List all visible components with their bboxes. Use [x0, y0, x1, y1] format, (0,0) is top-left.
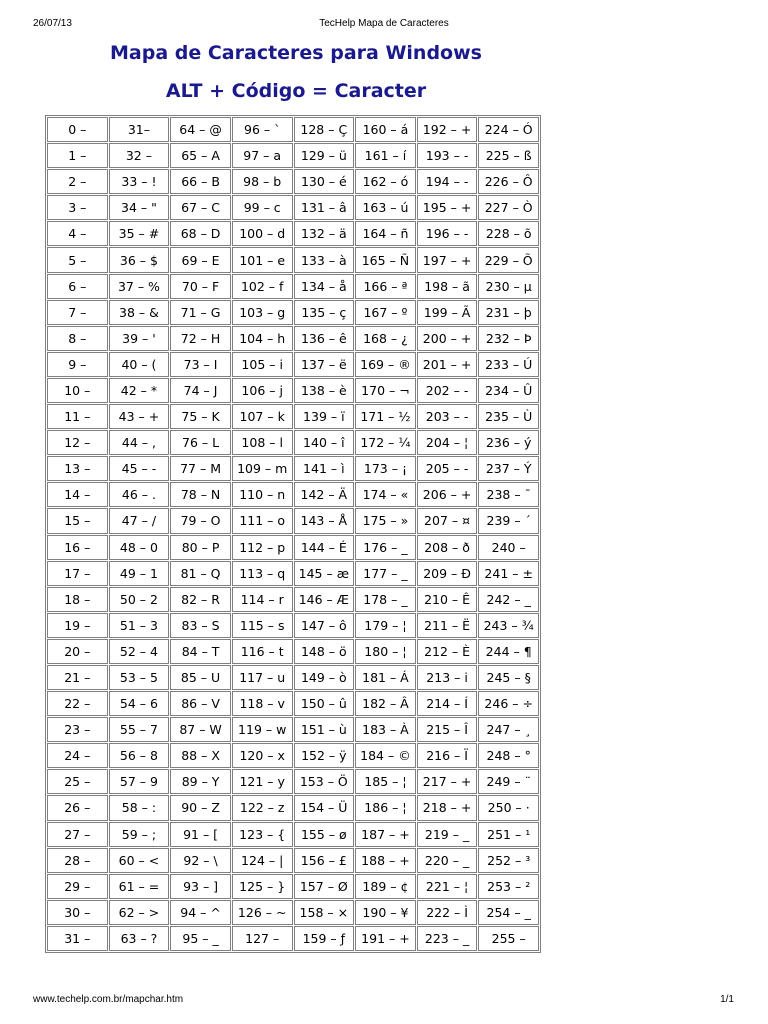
char-cell: 229 – Õ	[478, 247, 539, 272]
char-cell: 6 –	[47, 274, 108, 299]
char-cell: 153 – Ö	[294, 769, 355, 794]
char-cell: 232 – Þ	[478, 326, 539, 351]
char-cell: 112 – p	[232, 535, 293, 560]
char-cell: 65 – A	[170, 143, 231, 168]
char-cell: 250 – ·	[478, 795, 539, 820]
char-cell: 193 – -	[417, 143, 478, 168]
char-cell: 115 – s	[232, 613, 293, 638]
char-cell: 20 –	[47, 639, 108, 664]
char-cell: 26 –	[47, 795, 108, 820]
char-cell: 255 –	[478, 926, 539, 951]
char-cell: 37 – %	[109, 274, 170, 299]
char-cell: 243 – ¾	[478, 613, 539, 638]
char-cell: 62 – >	[109, 900, 170, 925]
char-cell: 245 – §	[478, 665, 539, 690]
char-cell: 140 – î	[294, 430, 355, 455]
char-cell: 79 – O	[170, 508, 231, 533]
char-cell: 106 – j	[232, 378, 293, 403]
table-row	[47, 900, 539, 925]
char-cell: 42 – *	[109, 378, 170, 403]
char-cell: 247 – ¸	[478, 717, 539, 742]
table-row	[47, 717, 539, 742]
char-cell: 76 – L	[170, 430, 231, 455]
char-cell: 235 – Ù	[478, 404, 539, 429]
char-cell: 67 – C	[170, 195, 231, 220]
char-cell: 172 – ¼	[355, 430, 416, 455]
char-cell: 181 – Á	[355, 665, 416, 690]
char-cell: 228 – õ	[478, 221, 539, 246]
char-cell: 184 – ©	[355, 743, 416, 768]
char-cell: 98 – b	[232, 169, 293, 194]
char-cell: 50 – 2	[109, 587, 170, 612]
char-cell: 234 – Û	[478, 378, 539, 403]
char-cell: 249 – ¨	[478, 769, 539, 794]
char-cell: 190 – ¥	[355, 900, 416, 925]
char-cell: 89 – Y	[170, 769, 231, 794]
print-footer-url: www.techelp.com.br/mapchar.htm	[33, 994, 184, 1005]
char-cell: 38 – &	[109, 300, 170, 325]
table-row	[47, 665, 539, 690]
char-cell: 246 – ÷	[478, 691, 539, 716]
table-row	[47, 247, 539, 272]
char-cell: 214 – Í	[417, 691, 478, 716]
char-cell: 93 – ]	[170, 874, 231, 899]
table-row	[47, 926, 539, 951]
char-cell: 128 – Ç	[294, 117, 355, 142]
char-cell: 177 – _	[355, 561, 416, 586]
char-cell: 136 – ê	[294, 326, 355, 351]
char-cell: 92 – \	[170, 848, 231, 873]
table-row	[47, 874, 539, 899]
table-row	[47, 404, 539, 429]
table-row	[47, 430, 539, 455]
char-cell: 196 – -	[417, 221, 478, 246]
char-cell: 51 – 3	[109, 613, 170, 638]
char-cell: 86 – V	[170, 691, 231, 716]
char-cell: 189 – ¢	[355, 874, 416, 899]
table-row	[47, 769, 539, 794]
char-cell: 10 –	[47, 378, 108, 403]
char-cell: 33 – !	[109, 169, 170, 194]
table-row	[47, 169, 539, 194]
char-cell: 55 – 7	[109, 717, 170, 742]
char-cell: 176 – _	[355, 535, 416, 560]
char-cell: 152 – ÿ	[294, 743, 355, 768]
char-cell: 126 – ~	[232, 900, 293, 925]
char-cell: 72 – H	[170, 326, 231, 351]
char-cell: 5 –	[47, 247, 108, 272]
char-cell: 212 – È	[417, 639, 478, 664]
char-cell: 240 –	[478, 535, 539, 560]
char-cell: 73 – I	[170, 352, 231, 377]
char-cell: 111 – o	[232, 508, 293, 533]
char-cell: 105 – i	[232, 352, 293, 377]
char-cell: 205 – -	[417, 456, 478, 481]
char-cell: 83 – S	[170, 613, 231, 638]
char-cell: 124 – |	[232, 848, 293, 873]
char-cell: 253 – ²	[478, 874, 539, 899]
char-cell: 143 – Å	[294, 508, 355, 533]
char-cell: 60 – <	[109, 848, 170, 873]
char-cell: 211 – Ë	[417, 613, 478, 638]
char-cell: 220 – _	[417, 848, 478, 873]
char-cell: 34 – "	[109, 195, 170, 220]
char-cell: 150 – û	[294, 691, 355, 716]
char-cell: 64 – @	[170, 117, 231, 142]
table-row	[47, 482, 539, 507]
table-row	[47, 143, 539, 168]
char-cell: 162 – ó	[355, 169, 416, 194]
char-cell: 53 – 5	[109, 665, 170, 690]
char-cell: 116 – t	[232, 639, 293, 664]
char-cell: 171 – ½	[355, 404, 416, 429]
char-cell: 178 – _	[355, 587, 416, 612]
char-cell: 114 – r	[232, 587, 293, 612]
char-cell: 48 – 0	[109, 535, 170, 560]
char-cell: 169 – ®	[355, 352, 416, 377]
table-row	[47, 561, 539, 586]
char-cell: 209 – Ð	[417, 561, 478, 586]
char-cell: 200 – +	[417, 326, 478, 351]
table-row	[47, 221, 539, 246]
char-cell: 4 –	[47, 221, 108, 246]
char-cell: 18 –	[47, 587, 108, 612]
character-map-body	[47, 117, 539, 951]
char-cell: 63 – ?	[109, 926, 170, 951]
char-cell: 118 – v	[232, 691, 293, 716]
char-cell: 61 – =	[109, 874, 170, 899]
char-cell: 84 – T	[170, 639, 231, 664]
char-cell: 170 – ¬	[355, 378, 416, 403]
char-cell: 47 – /	[109, 508, 170, 533]
char-cell: 198 – ã	[417, 274, 478, 299]
char-cell: 36 – $	[109, 247, 170, 272]
char-cell: 251 – ¹	[478, 822, 539, 847]
table-row	[47, 352, 539, 377]
char-cell: 31 –	[47, 926, 108, 951]
char-cell: 57 – 9	[109, 769, 170, 794]
char-cell: 210 – Ê	[417, 587, 478, 612]
char-cell: 157 – Ø	[294, 874, 355, 899]
table-row	[47, 587, 539, 612]
char-cell: 127 –	[232, 926, 293, 951]
char-cell: 202 – -	[417, 378, 478, 403]
char-cell: 208 – ð	[417, 535, 478, 560]
char-cell: 134 – å	[294, 274, 355, 299]
char-cell: 97 – a	[232, 143, 293, 168]
char-cell: 109 – m	[232, 456, 293, 481]
table-row	[47, 300, 539, 325]
char-cell: 221 – ¦	[417, 874, 478, 899]
char-cell: 167 – º	[355, 300, 416, 325]
char-cell: 25 –	[47, 769, 108, 794]
char-cell: 71 – G	[170, 300, 231, 325]
char-cell: 236 – ý	[478, 430, 539, 455]
char-cell: 226 – Ô	[478, 169, 539, 194]
char-cell: 201 – +	[417, 352, 478, 377]
char-cell: 80 – P	[170, 535, 231, 560]
char-cell: 159 – ƒ	[294, 926, 355, 951]
char-cell: 2 –	[47, 169, 108, 194]
char-cell: 88 – X	[170, 743, 231, 768]
char-cell: 154 – Ü	[294, 795, 355, 820]
char-cell: 156 – £	[294, 848, 355, 873]
char-cell: 103 – g	[232, 300, 293, 325]
char-cell: 216 – Ï	[417, 743, 478, 768]
char-cell: 28 –	[47, 848, 108, 873]
char-cell: 94 – ^	[170, 900, 231, 925]
char-cell: 30 –	[47, 900, 108, 925]
char-cell: 107 – k	[232, 404, 293, 429]
char-cell: 225 – ß	[478, 143, 539, 168]
char-cell: 27 –	[47, 822, 108, 847]
char-cell: 239 – ´	[478, 508, 539, 533]
char-cell: 146 – Æ	[294, 587, 355, 612]
char-cell: 58 – :	[109, 795, 170, 820]
char-cell: 213 – i	[417, 665, 478, 690]
char-cell: 139 – ï	[294, 404, 355, 429]
char-cell: 163 – ú	[355, 195, 416, 220]
char-cell: 45 – -	[109, 456, 170, 481]
char-cell: 175 – »	[355, 508, 416, 533]
char-cell: 78 – N	[170, 482, 231, 507]
char-cell: 12 –	[47, 430, 108, 455]
table-row	[47, 274, 539, 299]
char-cell: 135 – ç	[294, 300, 355, 325]
char-cell: 142 – Ä	[294, 482, 355, 507]
char-cell: 168 – ¿	[355, 326, 416, 351]
char-cell: 197 – +	[417, 247, 478, 272]
char-cell: 125 – }	[232, 874, 293, 899]
char-cell: 0 –	[47, 117, 108, 142]
char-cell: 151 – ù	[294, 717, 355, 742]
char-cell: 161 – í	[355, 143, 416, 168]
char-cell: 102 – f	[232, 274, 293, 299]
char-cell: 194 – -	[417, 169, 478, 194]
char-cell: 54 – 6	[109, 691, 170, 716]
char-cell: 35 – #	[109, 221, 170, 246]
char-cell: 188 – +	[355, 848, 416, 873]
char-cell: 149 – ò	[294, 665, 355, 690]
table-row	[47, 691, 539, 716]
char-cell: 227 – Ò	[478, 195, 539, 220]
char-cell: 49 – 1	[109, 561, 170, 586]
char-cell: 59 – ;	[109, 822, 170, 847]
char-cell: 237 – Ý	[478, 456, 539, 481]
character-map-table	[45, 115, 541, 953]
char-cell: 230 – µ	[478, 274, 539, 299]
char-cell: 180 – ¦	[355, 639, 416, 664]
char-cell: 164 – ñ	[355, 221, 416, 246]
char-cell: 95 – _	[170, 926, 231, 951]
char-cell: 56 – 8	[109, 743, 170, 768]
table-row	[47, 848, 539, 873]
char-cell: 155 – ø	[294, 822, 355, 847]
char-cell: 179 – ¦	[355, 613, 416, 638]
char-cell: 87 – W	[170, 717, 231, 742]
char-cell: 174 – «	[355, 482, 416, 507]
char-cell: 141 – ì	[294, 456, 355, 481]
char-cell: 85 – U	[170, 665, 231, 690]
char-cell: 23 –	[47, 717, 108, 742]
char-cell: 244 – ¶	[478, 639, 539, 664]
char-cell: 217 – +	[417, 769, 478, 794]
char-cell: 104 – h	[232, 326, 293, 351]
char-cell: 15 –	[47, 508, 108, 533]
char-cell: 199 – Ã	[417, 300, 478, 325]
char-cell: 77 – M	[170, 456, 231, 481]
char-cell: 7 –	[47, 300, 108, 325]
char-cell: 120 – x	[232, 743, 293, 768]
char-cell: 231 – þ	[478, 300, 539, 325]
char-cell: 133 – à	[294, 247, 355, 272]
char-cell: 238 – ¯	[478, 482, 539, 507]
page-title: Mapa de Caracteres para Windows	[110, 42, 482, 64]
char-cell: 21 –	[47, 665, 108, 690]
char-cell: 137 – ë	[294, 352, 355, 377]
char-cell: 81 – Q	[170, 561, 231, 586]
table-row	[47, 795, 539, 820]
char-cell: 100 – d	[232, 221, 293, 246]
char-cell: 91 – [	[170, 822, 231, 847]
char-cell: 187 – +	[355, 822, 416, 847]
char-cell: 191 – +	[355, 926, 416, 951]
char-cell: 82 – R	[170, 587, 231, 612]
char-cell: 242 – _	[478, 587, 539, 612]
table-row	[47, 195, 539, 220]
table-row	[47, 639, 539, 664]
char-cell: 218 – +	[417, 795, 478, 820]
char-cell: 96 – `	[232, 117, 293, 142]
char-cell: 66 – B	[170, 169, 231, 194]
char-cell: 8 –	[47, 326, 108, 351]
table-row	[47, 456, 539, 481]
char-cell: 158 – ×	[294, 900, 355, 925]
char-cell: 185 – ¦	[355, 769, 416, 794]
char-cell: 119 – w	[232, 717, 293, 742]
char-cell: 13 –	[47, 456, 108, 481]
char-cell: 16 –	[47, 535, 108, 560]
char-cell: 75 – K	[170, 404, 231, 429]
table-row	[47, 822, 539, 847]
char-cell: 182 – Â	[355, 691, 416, 716]
char-cell: 110 – n	[232, 482, 293, 507]
char-cell: 138 – è	[294, 378, 355, 403]
char-cell: 129 – ü	[294, 143, 355, 168]
char-cell: 40 – (	[109, 352, 170, 377]
table-row	[47, 508, 539, 533]
char-cell: 11 –	[47, 404, 108, 429]
char-cell: 131 – â	[294, 195, 355, 220]
char-cell: 122 – z	[232, 795, 293, 820]
char-cell: 241 – ±	[478, 561, 539, 586]
char-cell: 46 – .	[109, 482, 170, 507]
char-cell: 68 – D	[170, 221, 231, 246]
char-cell: 186 – ¦	[355, 795, 416, 820]
table-row	[47, 378, 539, 403]
char-cell: 74 – J	[170, 378, 231, 403]
char-cell: 31–	[109, 117, 170, 142]
char-cell: 233 – Ú	[478, 352, 539, 377]
char-cell: 145 – æ	[294, 561, 355, 586]
char-cell: 192 – +	[417, 117, 478, 142]
table-row	[47, 743, 539, 768]
char-cell: 144 – É	[294, 535, 355, 560]
char-cell: 69 – E	[170, 247, 231, 272]
char-cell: 99 – c	[232, 195, 293, 220]
char-cell: 17 –	[47, 561, 108, 586]
char-cell: 223 – _	[417, 926, 478, 951]
char-cell: 39 – '	[109, 326, 170, 351]
char-cell: 254 – _	[478, 900, 539, 925]
char-cell: 132 – ä	[294, 221, 355, 246]
char-cell: 90 – Z	[170, 795, 231, 820]
char-cell: 203 – -	[417, 404, 478, 429]
char-cell: 195 – +	[417, 195, 478, 220]
char-cell: 219 – _	[417, 822, 478, 847]
char-cell: 14 –	[47, 482, 108, 507]
char-cell: 207 – ¤	[417, 508, 478, 533]
char-cell: 29 –	[47, 874, 108, 899]
print-header-title: TecHelp Mapa de Caracteres	[319, 18, 449, 29]
char-cell: 215 – Î	[417, 717, 478, 742]
char-cell: 248 – °	[478, 743, 539, 768]
char-cell: 32 –	[109, 143, 170, 168]
char-cell: 204 – ¦	[417, 430, 478, 455]
char-cell: 222 – Ì	[417, 900, 478, 925]
print-date: 26/07/13	[33, 18, 72, 29]
char-cell: 130 – é	[294, 169, 355, 194]
table-row	[47, 535, 539, 560]
char-cell: 165 – Ñ	[355, 247, 416, 272]
table-row	[47, 613, 539, 638]
char-cell: 121 – y	[232, 769, 293, 794]
char-cell: 19 –	[47, 613, 108, 638]
char-cell: 113 – q	[232, 561, 293, 586]
char-cell: 3 –	[47, 195, 108, 220]
char-cell: 22 –	[47, 691, 108, 716]
char-cell: 224 – Ó	[478, 117, 539, 142]
char-cell: 52 – 4	[109, 639, 170, 664]
char-cell: 9 –	[47, 352, 108, 377]
char-cell: 123 – {	[232, 822, 293, 847]
char-cell: 24 –	[47, 743, 108, 768]
char-cell: 70 – F	[170, 274, 231, 299]
char-cell: 160 – á	[355, 117, 416, 142]
print-page-number: 1/1	[720, 994, 734, 1005]
char-cell: 43 – +	[109, 404, 170, 429]
char-cell: 101 – e	[232, 247, 293, 272]
char-cell: 1 –	[47, 143, 108, 168]
char-cell: 252 – ³	[478, 848, 539, 873]
table-row	[47, 117, 539, 142]
char-cell: 147 – ô	[294, 613, 355, 638]
char-cell: 44 – ,	[109, 430, 170, 455]
char-cell: 206 – +	[417, 482, 478, 507]
page-subtitle: ALT + Código = Caracter	[165, 80, 427, 102]
char-cell: 148 – ö	[294, 639, 355, 664]
char-cell: 183 – À	[355, 717, 416, 742]
table-row	[47, 326, 539, 351]
char-cell: 166 – ª	[355, 274, 416, 299]
char-cell: 108 – l	[232, 430, 293, 455]
char-cell: 173 – ¡	[355, 456, 416, 481]
char-cell: 117 – u	[232, 665, 293, 690]
